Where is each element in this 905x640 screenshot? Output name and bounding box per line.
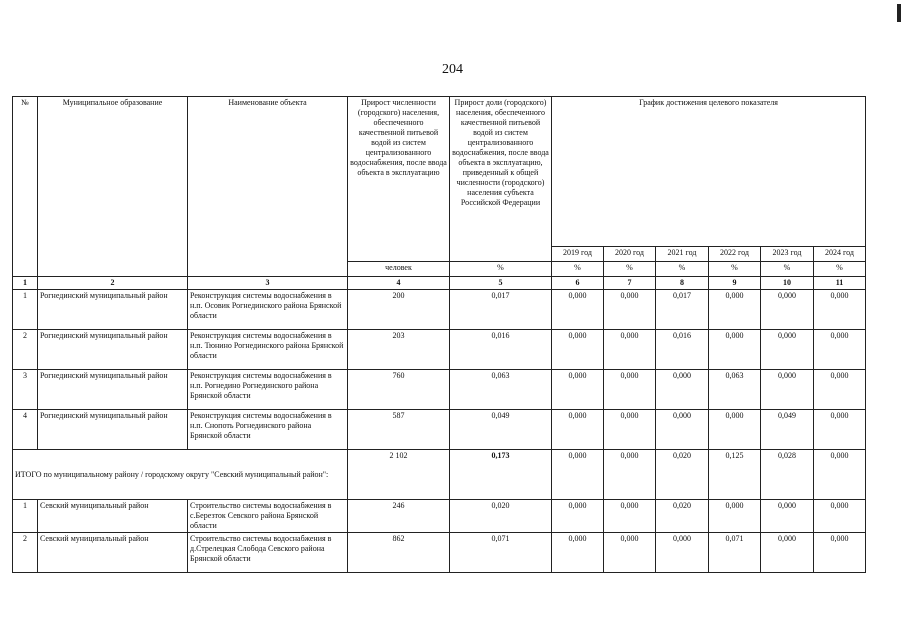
unit-cell: %	[552, 262, 604, 277]
row-share: 0,063	[450, 370, 552, 410]
target-indicator-table	[12, 96, 866, 573]
unit-cell: %	[761, 262, 814, 277]
column-number: 1	[13, 277, 38, 290]
row-year-value: 0,000	[814, 533, 866, 573]
row-object: Реконструкция системы водоснабжения в н.п. Осовик Рогнединского района Брянской области	[188, 290, 348, 330]
total-year-value: 0,020	[656, 450, 709, 500]
header-object: Наименование объекта	[188, 97, 348, 277]
row-municipality: Рогнединский муниципальный район	[38, 370, 188, 410]
header-municipality: Муниципальное образование	[38, 97, 188, 277]
row-year-value: 0,000	[604, 533, 656, 573]
row-year-value: 0,000	[761, 533, 814, 573]
row-year-value: 0,000	[761, 370, 814, 410]
column-number: 5	[450, 277, 552, 290]
row-year-value: 0,000	[709, 410, 761, 450]
table-row	[13, 290, 866, 330]
row-share: 0,071	[450, 533, 552, 573]
row-year-value: 0,000	[814, 330, 866, 370]
column-number: 10	[761, 277, 814, 290]
row-object: Строительство системы водоснабжения в д.Стрелецкая Слобода Севского района Брянской области	[188, 533, 348, 573]
total-year-value: 0,125	[709, 450, 761, 500]
row-no: 2	[13, 533, 38, 573]
row-year-value: 0,000	[552, 500, 604, 533]
row-object: Реконструкция системы водоснабжения в н.п. Рогнедино Рогнединского района Брянской области	[188, 370, 348, 410]
row-no: 1	[13, 500, 38, 533]
row-growth: 587	[348, 410, 450, 450]
row-year-value: 0,000	[709, 500, 761, 533]
unit-cell: %	[709, 262, 761, 277]
row-year-value: 0,020	[656, 500, 709, 533]
row-year-value: 0,000	[656, 533, 709, 573]
row-year-value: 0,000	[552, 533, 604, 573]
header-row	[13, 97, 866, 247]
total-year-value: 0,028	[761, 450, 814, 500]
total-row	[13, 450, 866, 500]
row-year-value: 0,000	[814, 500, 866, 533]
row-year-value: 0,000	[656, 370, 709, 410]
row-municipality: Севский муниципальный район	[38, 500, 188, 533]
row-year-value: 0,000	[814, 410, 866, 450]
row-year-value: 0,000	[552, 410, 604, 450]
unit-cell: %	[656, 262, 709, 277]
row-year-value: 0,000	[552, 330, 604, 370]
row-object: Реконструкция системы водоснабжения в н.п. Тюнино Рогнединского района Брянской области	[188, 330, 348, 370]
table-row	[13, 370, 866, 410]
year-2020: 2020 год	[604, 247, 656, 262]
row-year-value: 0,000	[604, 330, 656, 370]
unit-cell: человек	[348, 262, 450, 277]
row-year-value: 0,000	[761, 290, 814, 330]
row-year-value: 0,071	[709, 533, 761, 573]
row-growth: 246	[348, 500, 450, 533]
row-municipality: Рогнединский муниципальный район	[38, 330, 188, 370]
row-no: 2	[13, 330, 38, 370]
row-municipality: Севский муниципальный район	[38, 533, 188, 573]
row-year-value: 0,000	[552, 290, 604, 330]
row-share: 0,016	[450, 330, 552, 370]
year-2024: 2024 год	[814, 247, 866, 262]
row-no: 4	[13, 410, 38, 450]
row-year-value: 0,016	[656, 330, 709, 370]
year-2022: 2022 год	[709, 247, 761, 262]
header-growth: Прирост численности (городского) населения, обеспеченного качественной питьевой водой из систем централизованного водоснабжения, после ввода объекта в эксплуатацию	[348, 97, 450, 262]
column-number: 3	[188, 277, 348, 290]
row-year-value: 0,000	[604, 290, 656, 330]
row-growth: 760	[348, 370, 450, 410]
row-share: 0,049	[450, 410, 552, 450]
row-year-value: 0,000	[814, 370, 866, 410]
row-object: Строительство системы водоснабжения в с.Березток Севского района Брянской области	[188, 500, 348, 533]
header-schedule: График достижения целевого показателя	[552, 97, 866, 247]
header-no: №	[13, 97, 38, 277]
column-number: 2	[38, 277, 188, 290]
column-number: 11	[814, 277, 866, 290]
row-year-value: 0,049	[761, 410, 814, 450]
row-year-value: 0,000	[656, 410, 709, 450]
row-municipality: Рогнединский муниципальный район	[38, 290, 188, 330]
row-year-value: 0,017	[656, 290, 709, 330]
row-growth: 862	[348, 533, 450, 573]
row-growth: 203	[348, 330, 450, 370]
row-year-value: 0,063	[709, 370, 761, 410]
row-share: 0,020	[450, 500, 552, 533]
total-growth: 2 102	[348, 450, 450, 500]
year-2019: 2019 год	[552, 247, 604, 262]
column-number-row	[13, 277, 866, 290]
row-no: 3	[13, 370, 38, 410]
row-year-value: 0,000	[604, 410, 656, 450]
row-no: 1	[13, 290, 38, 330]
row-year-value: 0,000	[709, 290, 761, 330]
row-year-value: 0,000	[604, 500, 656, 533]
total-label: ИТОГО по муниципальному району / городскому округу "Севский муниципальный район":	[13, 450, 348, 500]
total-share: 0,173	[450, 450, 552, 500]
unit-cell: %	[814, 262, 866, 277]
row-growth: 200	[348, 290, 450, 330]
header-share: Прирост доли (городского) населения, обеспеченного качественной питьевой водой из систем централизованного водоснабжения, после ввода объекта в эксплуатацию, приведенный к общей численности (городского) населения субъекта Российской Федерации	[450, 97, 552, 262]
unit-cell: %	[450, 262, 552, 277]
year-2023: 2023 год	[761, 247, 814, 262]
total-year-value: 0,000	[552, 450, 604, 500]
total-year-value: 0,000	[604, 450, 656, 500]
row-object: Реконструкция системы водоснабжения в н.п. Снопоть Рогнединского района Брянской области	[188, 410, 348, 450]
total-year-value: 0,000	[814, 450, 866, 500]
table-row	[13, 410, 866, 450]
table-row	[13, 500, 866, 533]
corner-mark	[897, 4, 901, 22]
row-year-value: 0,000	[814, 290, 866, 330]
unit-cell: %	[604, 262, 656, 277]
column-number: 7	[604, 277, 656, 290]
row-year-value: 0,000	[761, 500, 814, 533]
row-municipality: Рогнединский муниципальный район	[38, 410, 188, 450]
table-row	[13, 533, 866, 573]
row-year-value: 0,000	[761, 330, 814, 370]
column-number: 4	[348, 277, 450, 290]
column-number: 9	[709, 277, 761, 290]
row-year-value: 0,000	[604, 370, 656, 410]
row-share: 0,017	[450, 290, 552, 330]
table-row	[13, 330, 866, 370]
page-number: 204	[442, 62, 463, 77]
column-number: 8	[656, 277, 709, 290]
column-number: 6	[552, 277, 604, 290]
row-year-value: 0,000	[709, 330, 761, 370]
row-year-value: 0,000	[552, 370, 604, 410]
year-2021: 2021 год	[656, 247, 709, 262]
